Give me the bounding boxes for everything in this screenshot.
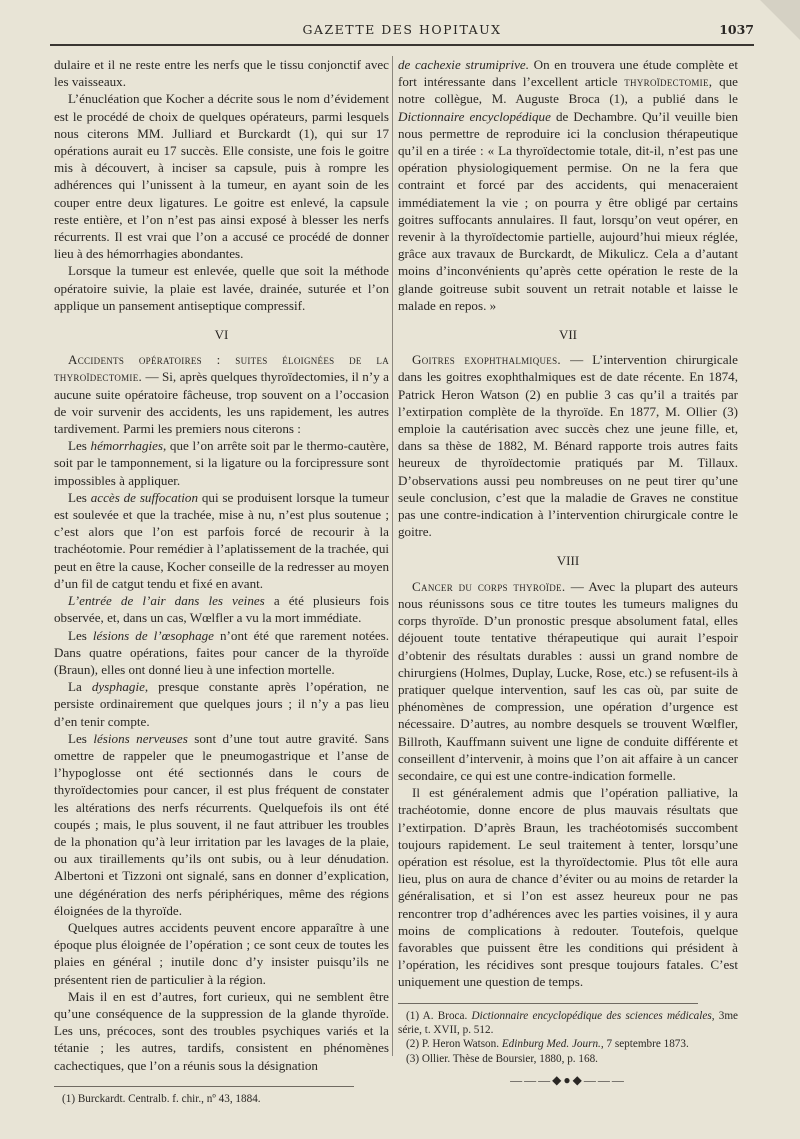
paragraph: Mais il en est d’autres, fort curieux, qui ne semblent être qu’une conséquence de la suppression de la glande thyroïde. Les uns, précoces, sont des troubles psychiques variés et la tétanie ; les autres, tardifs, consistent en phénomènes cachectiques, que l’on a réunis sous la désignation (54, 988, 389, 1073)
section-heading: Cancer du corps thyroïde. (412, 578, 566, 594)
paragraph: Lorsque la tumeur est enlevée, quelle que soit la méthode opératoire suivie, la plaie est lavée, drainée, suturée et l’on applique un pansement antiseptique compressif. (54, 263, 389, 313)
paragraph-hemorrhagies (54, 437, 389, 489)
italic-term: lésions de l’œsophage (92, 627, 214, 643)
journal-title: GAZETTE DES HOPITAUX (302, 22, 502, 37)
text: de Dechambre. Qu’il veuille bien nous permettre de reproduire ici la conclusion thérapeutique qu’il en a tirée : « La thyroïdectomie totale, dit-il, n’est pas une opération physiologiquement permise. On ne la fera que contraint et forcé par des accidents, qui menaceraient immédiatement la vie ; on pourra y être obligé par certains goitres suffocants annulaires. Il faut, lorsqu’on veut opérer, en revenir à la thyroïdectomie partielle, aujourd’hui mieux réglée, grâce aux travaux de Burckardt, de Mikulicz. Cela a d’autant moins d’inconvénients qu’après cette opération le reste de la glande goitreuse subit souvent un retrait notable et laisse le malade en repos. » (398, 108, 738, 313)
italic-term: dysphagie (91, 679, 145, 695)
footnotes-right (398, 1009, 738, 1067)
footnote (398, 1009, 738, 1038)
text: — L’intervention chirurgicale dans les goitres exophthalmiques est de date récente. En 1874, Patrick Heron Watson (2) en publie 3 cas qu’il a traités par l’extirpation complète de la thyroïde. En 1877, M. Ollier (3) emploie la cautérisation avec succès chez une jeune fille, et, dans sa thèse de 1882, M. Bénard rapporte trois autres faits heureux de thyroïdectomie pratiqués par M. Tillaux. D’observations aussi peu nombreuses on ne peut tirer qu’une seule conclusion, c’est que la maladie de Graves ne constitue pas une contre-indication à l’intervention chirurgicale contre le goitre. (398, 352, 738, 540)
text: (1) A. Broca. (406, 1009, 468, 1022)
text: Les (68, 730, 87, 746)
footnote-rule (54, 1086, 354, 1087)
text: 3me série, t. XVII, p. 512. (398, 1009, 738, 1036)
section-vi-intro (54, 351, 389, 437)
section-number-viii: VIII (556, 553, 580, 569)
section-viii-text (398, 578, 738, 784)
italic-term: lésions nerveuses (93, 730, 188, 746)
text: 7 septembre 1873. (606, 1038, 689, 1051)
text: Les (68, 438, 87, 454)
text: sont d’une tout autre gravité. Sans omettre de rappeler que le pneumogastrique et l’anse de l’hypoglosse ont été sectionnés dans le cours de thyroïdectomies pour cancer, il est plus fréquent de constater les altérations des nerfs récurrents. Quelquefois ils ont été coupés ; mais, le plus souvent, il ne faut attribuer les troubles de la phonation qu’à leur irritation par les lavages de la plaie, ou aux tiraillements qu’ils ont subis, ou à leur dénudation. Albertoni et Tizzoni ont signalé, sans en donner d’explication, une dégénération des nerfs périphériques, même des régions éloignées de la thyroïde. (54, 730, 390, 918)
folded-corner (760, 0, 800, 40)
paragraph-nerveuses (54, 730, 389, 919)
italic-term: Edinburg Med. Journ., (501, 1038, 604, 1051)
section-number-vi: VI (214, 327, 229, 343)
header-rule (50, 44, 754, 46)
text: — Avec la plupart des auteurs nous réunissons sous ce titre toutes les tumeurs malignes du corps thyroïde. D’un pronostic presque absolument fatal, elles déjouent toute tentative thérapeutique qui aurait l’espoir d’obtenir des résultats durables : aussi un grand nombre de chirurgiens (Holmes, Duplay, Lucke, Rose, etc.) se refusent-ils à pratiquer quelque intervention, sauf les cas où, par suite de phénomènes de compression, une opération d’urgence est nécessaire. D’autres, au nombre desquels se trouvent Wœlfler, Billroth, Kauffmann suivent une ligne de conduite différente et conseillent d’intervenir, à moins que l’on ait affaire à un cancer secondaire, ce qui est une contre-indication formelle. (398, 578, 738, 783)
right-column (398, 56, 738, 1089)
page-number: 1037 (719, 22, 754, 37)
paragraph-dysphagie (54, 678, 389, 730)
text: Les (68, 627, 87, 643)
paragraph-cachexie (398, 56, 738, 314)
footnotes-left (54, 1092, 389, 1106)
italic-term: accès de suffocation (90, 489, 199, 505)
section-vii-text (398, 351, 738, 540)
italic-term: Dictionnaire encyclopédique (398, 108, 551, 124)
text: Les (68, 489, 87, 505)
italic-term: Dictionnaire encyclopédique des sciences médicales, (471, 1009, 715, 1022)
text: , presque constante après l’opération, ne persiste ordinairement que quelques jours ; il n’y a pas lieu d’en tenir compte. (54, 679, 389, 729)
footnote-rule (398, 1003, 698, 1004)
left-column (54, 56, 389, 1106)
footnote: (1) Burckardt. Centralb. f. chir., nº 43, 1884. (62, 1092, 261, 1105)
paragraph: Quelques autres accidents peuvent encore apparaître à une époque plus éloignée de l’opération ; ce sont ceux de toutes les plaies en général ; inutile donc d’y insister puisqu’ils ne présentent rien de particulier à la région. (54, 919, 389, 987)
text: (2) P. Heron Watson. (406, 1038, 500, 1051)
column-divider (392, 56, 393, 1056)
section-heading: Goitres exophthalmiques. (412, 352, 561, 368)
footnote (398, 1037, 738, 1051)
italic-term: de cachexie strumiprive. (398, 57, 530, 72)
page-header (50, 22, 754, 42)
italic-term: L’entrée de l’air dans les veines (68, 593, 265, 609)
section-text: — Si, après quelques thyroïdectomies, il n’y a aucune suite opératoire fâcheuse, trop souvent on a l’occasion de voir survenir des accidents, les uns rapidement, les autres tardivement. Parmi les premiers nous citerons : (54, 369, 389, 437)
paragraph: L’énucléation que Kocher a décrite sous le nom d’évidement est le procédé de choix de quelques opérateurs, parmi lesquels nous citerons MM. Julliard et Burckardt (1), qui sur 17 opérations aurait eu 17 succès. Elle consiste, une fois le goitre mis à découvert, à inciser sa capsule, puis à rompre les adhérences qui l’unissent à la tumeur, en ayant soin de les couper entre deux ligatures. Le goitre est enlevé, la capsule reste entière, et l’on n’est pas ainsi exposé à blesser les nerfs récurrents. Il est vrai que l’on a accusé ce procédé de donner lieu à des hémorrhagies abondantes. (54, 91, 389, 262)
text: On en trouvera une étude complète et fort intéressante dans l’excellent article (398, 57, 739, 90)
paragraph-air (54, 592, 389, 626)
section-heading: Accidents opératoires : suites éloignées de la thyroïdectomie. (54, 352, 389, 385)
text: La (68, 679, 82, 695)
text: n’ont été que rarement notées. Dans quatre opérations, faites pour cancer de la thyroïde (Braun), elles ont donné lieu à une infection mortelle. (54, 627, 390, 677)
section-number-vii: VII (558, 327, 578, 343)
text: , que l’on arrête soit par le thermo-cautère, soit par le tamponnement, si la ligature ou la forcipressure sont impossibles à appliquer. (54, 438, 389, 488)
small-caps-term: thyroïdectomie, (624, 74, 713, 90)
footnote: (3) Ollier. Thèse de Boursier, 1880, p. 168. (406, 1052, 598, 1065)
paragraph-oesophage (54, 627, 389, 679)
paragraph: dulaire et il ne reste entre les nerfs que le tissu conjonctif avec les vaisseaux. (54, 57, 389, 90)
end-ornament: ———◆●◆——— (510, 1073, 626, 1088)
text: que notre collègue, M. Auguste Broca (1), a publié dans le (398, 74, 738, 107)
italic-term: hémorrhagies (90, 438, 164, 454)
paragraph-suffocation (54, 489, 389, 592)
text: qui se produisent lorsque la tumeur est soulevée et que la trachée, mise à nu, n’est plus soutenue ; c’est alors que l’on est parfois forcé de recourir à la trachéotomie. Pour remédier à l’aplatissement de la trachée, qui peut en être la cause, Kocher conseille de la redresser au moyen d’un fil de catgut tendu et fixé en avant. (54, 489, 389, 591)
paragraph: Il est généralement admis que l’opération palliative, la trachéotomie, donne encore de plus mauvais résultats que l’extirpation. D’après Braun, les trachéotomisés succombent toujours rapidement. Le seul traitement à tenter, lorsqu’une opération est résolue, est la thyroïdectomie. Plus tôt elle aura lieu, plus on aura de chance d’éviter ou au moins de retarder la généralisation, et si l’on est assez heureux pour ne pas rencontrer trop d’adhérences avec les parties voisines, il y aura moins de complications à redouter. Toutefois, quelque favorables que puissent être les conditions qui président à l’opération, les récidives sont presque toujours fatales. C’est uniquement une question de temps. (398, 785, 738, 990)
text: a été plusieurs fois observée, et, dans un cas, Wœlfler a vu la mort immédiate. (54, 593, 389, 626)
